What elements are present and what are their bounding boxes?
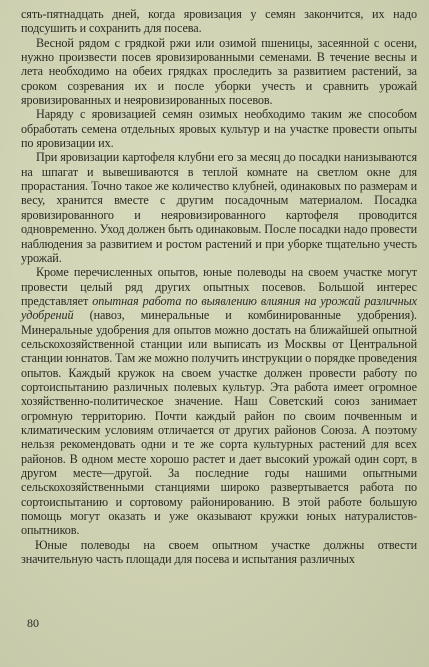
paragraph-2: Весной рядом с грядкой ржи или озимой пшеницы, засеянной с осени, нужно произвести посев яровизированными семенами. В течение весны и лета необходимо на обеих грядках проследить за развитием растений, за сроком созревания их и после уборки учесть и сравнить урожай яровизированных и неяровизированных посевов.	[21, 35, 417, 108]
paragraph-6: Юные полеводы на своем опытном участке должны отвести значительную часть площади для посева и испытания различных	[21, 537, 417, 567]
paragraph-3: Наряду с яровизацией семян озимых необходимо таким же способом обработать семена отдельных яровых культур и на участке провести опыты по яровизации их.	[21, 107, 417, 151]
paragraph-5	[21, 265, 417, 538]
page-number: 80	[27, 616, 39, 630]
paragraph-5-text-start: Кроме перечисленных опытов, юные полеводы на своем участке могут провести целый ряд других опытных посевов. Большой интерес представляет	[21, 265, 417, 308]
paragraph-1: сять-пятнадцать дней, когда яровизация у семян закончится, их надо подсушить и сохранить для посева.	[21, 7, 417, 36]
paragraph-5-italic-emphasis: опытная работа по выявлению влияния на урожай различных удобрений	[21, 293, 417, 323]
paragraph-5-text-end: (навоз, минеральные и комбинированные удобрения). Минеральные удобрения для опытов можно достать на ближайшей опытной сельскохозяйственной станции или выписать из Москвы от Центральной станции юннатов. Там же можно получить инструкции о порядке проведения опытов. Каждый кружок на своем участке должен провести работу по сортоиспытанию различных полевых культур. Эта работа имеет огромное хозяйственно-политическое значение. Наш Советский союз занимает огромную территорию. Почти каждый район по своим почвенным и климатическим условиям отличается от других районов Союза. А поэтому нельзя рекомендовать одни и те же сорта культурных растений для всех районов. В одном месте хорошо растет и дает высокий урожай один сорт, в другом месте—другой. За последние годы нашими опытными сельскохозяйственными станциями широко развертывается работа по сортоиспытанию и сортовому районированию. В этой работе большую помощь могут оказать и уже оказывают кружки юных натуралистов-опытников.	[21, 308, 417, 538]
paragraph-4: При яровизации картофеля клубни его за месяц до посадки нанизываются на шпагат и вывешиваются в теплой комнате на светлом окне для прорастания. Точно такое же количество клубней, одинаковых по размерам и весу, хранится вместе с другим посадочным материалом. Посадка яровизированного и неяровизированного картофеля проводится одновременно. Уход должен быть одинаковым. После посадки надо провести наблюдения за развитием и ростом растений и при уборке тщательно учесть урожай.	[21, 150, 417, 265]
